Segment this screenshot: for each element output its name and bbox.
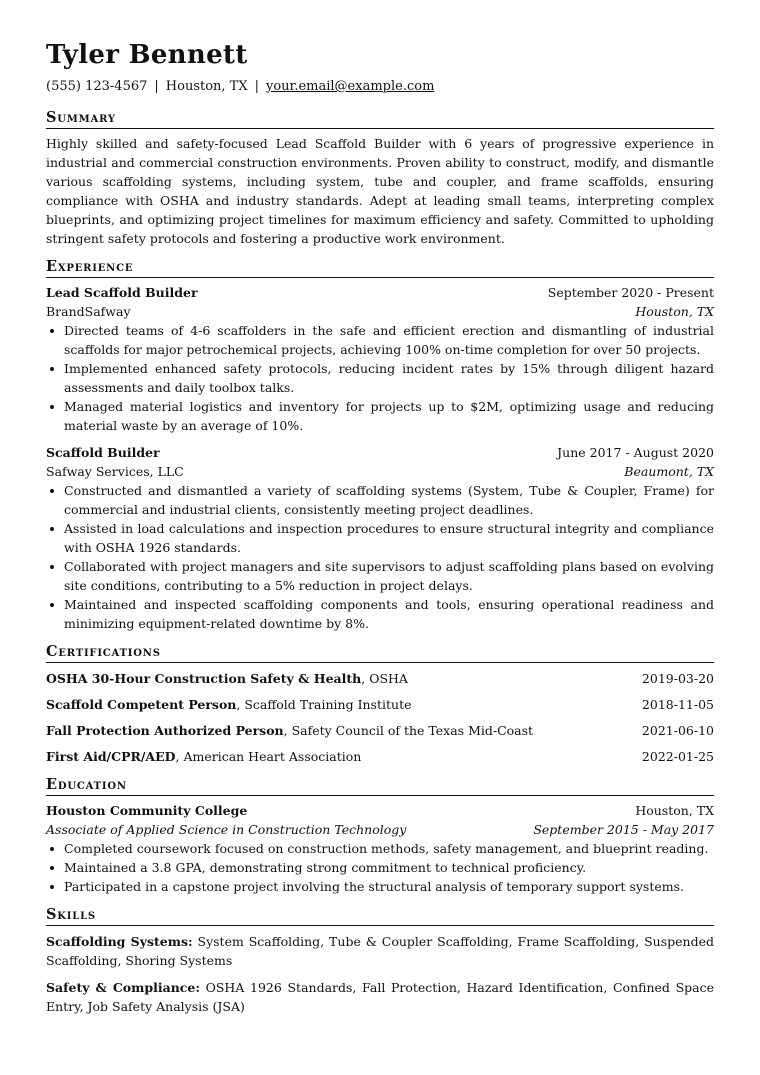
job-header (46, 283, 714, 302)
degree: Associate of Applied Science in Construction Technology (46, 822, 407, 837)
separator: | (254, 79, 259, 94)
job-subheader (46, 302, 714, 321)
cert-date: 2022-01-25 (641, 749, 714, 764)
job-role: Lead Scaffold Builder (46, 285, 198, 300)
cert-name: Fall Protection Authorized Person (46, 723, 284, 738)
cert-date: 2018-11-05 (641, 697, 714, 712)
job-company: BrandSafway (46, 304, 131, 319)
cert-issuer: , Scaffold Training Institute (236, 697, 412, 712)
education-dates: September 2015 - May 2017 (533, 822, 714, 837)
bullet-item: Managed material logistics and inventory for projects up to $2M, optimizing usage and reducing material waste by an average of 10%. (46, 397, 714, 435)
section-title-certifications: Certifications (46, 643, 714, 663)
cert-row (46, 721, 714, 740)
bullet-item: Collaborated with project managers and site supervisors to adjust scaffolding plans based on evolving site conditions, contributing to a 5% reduction in project delays. (46, 557, 714, 595)
certifications-section (46, 643, 714, 766)
bullet-item: Maintained a 3.8 GPA, demonstrating strong commitment to technical proficiency. (46, 858, 714, 877)
job-location: Houston, TX (635, 304, 714, 319)
phone: (555) 123-4567 (46, 79, 148, 94)
bullet-item: Assisted in load calculations and inspection procedures to ensure structural integrity and compliance with OSHA 1926 standards. (46, 519, 714, 557)
education-header (46, 801, 714, 820)
skill-text: OSHA 1926 Standards, Fall Protection, Hazard Identification, Confined Space Entry, Job Safety Analysis (JSA) (46, 980, 714, 1014)
skill-group (46, 932, 714, 970)
job-role: Scaffold Builder (46, 445, 160, 460)
job-dates: September 2020 - Present (547, 285, 714, 300)
bullet-item: Implemented enhanced safety protocols, reducing incident rates by 15% through diligent hazard assessments and daily toolbox talks. (46, 359, 714, 397)
cert-row (46, 695, 714, 714)
job-bullets (46, 481, 714, 633)
school-location: Houston, TX (635, 803, 714, 818)
job-header (46, 443, 714, 462)
skill-group (46, 978, 714, 1016)
job-bullets (46, 321, 714, 435)
job-entry (46, 283, 714, 435)
skill-label: Scaffolding Systems: (46, 934, 193, 949)
bullet-item: Constructed and dismantled a variety of scaffolding systems (System, Tube & Coupler, Frame) for commercial and industrial clients, consistently meeting project deadlines. (46, 481, 714, 519)
job-company: Safway Services, LLC (46, 464, 184, 479)
skill-text: System Scaffolding, Tube & Coupler Scaffolding, Frame Scaffolding, Suspended Scaffolding, Shoring Systems (46, 934, 714, 968)
location: Houston, TX (165, 79, 248, 94)
experience-section (46, 258, 714, 633)
summary-section (46, 109, 714, 248)
cert-row (46, 747, 714, 766)
contact-line (46, 79, 714, 95)
school-name: Houston Community College (46, 803, 248, 818)
cert-date: 2019-03-20 (641, 671, 714, 686)
bullet-item: Maintained and inspected scaffolding components and tools, ensuring operational readiness and minimizing equipment-related downtime by 8%. (46, 595, 714, 633)
separator: | (154, 79, 159, 94)
cert-issuer: , American Heart Association (175, 749, 362, 764)
job-subheader (46, 462, 714, 481)
section-title-education: Education (46, 776, 714, 796)
bullet-item: Participated in a capstone project involving the structural analysis of temporary support systems. (46, 877, 714, 896)
education-subheader (46, 820, 714, 839)
job-entry (46, 443, 714, 633)
cert-name: Scaffold Competent Person (46, 697, 237, 712)
section-title-skills: Skills (46, 906, 714, 926)
cert-issuer: , OSHA (361, 671, 408, 686)
education-bullets (46, 839, 714, 896)
education-entry (46, 801, 714, 896)
cert-list (46, 669, 714, 766)
education-section (46, 776, 714, 896)
skill-label: Safety & Compliance: (46, 980, 200, 995)
job-dates: June 2017 - August 2020 (557, 445, 714, 460)
cert-name: First Aid/CPR/AED (46, 749, 176, 764)
cert-date: 2021-06-10 (641, 723, 714, 738)
bullet-item: Directed teams of 4-6 scaffolders in the safe and efficient erection and dismantling of industrial scaffolds for major petrochemical projects, achieving 100% on-time completion for over 50 projects. (46, 321, 714, 359)
summary-text: Highly skilled and safety-focused Lead Scaffold Builder with 6 years of progressive experience in industrial and commercial construction environments. Proven ability to construct, modify, and dismantle various scaffolding systems, including system, tube and coupler, and frame scaffolds, ensuring compliance with OSHA and industry standards. Adept at leading small teams, interpreting complex blueprints, and optimizing project timelines for maximum efficiency and safety. Committed to upholding stringent safety protocols and fostering a productive work environment. (46, 136, 714, 246)
cert-name: OSHA 30-Hour Construction Safety & Health (46, 671, 362, 686)
job-location: Beaumont, TX (624, 464, 714, 479)
candidate-name: Tyler Bennett (46, 40, 248, 70)
cert-row (46, 669, 714, 688)
section-title-summary: Summary (46, 109, 714, 129)
email-link[interactable]: your.email@example.com (266, 79, 435, 94)
bullet-item: Completed coursework focused on construction methods, safety management, and blueprint reading. (46, 839, 714, 858)
cert-issuer: , Safety Council of the Texas Mid-Coast (283, 723, 534, 738)
section-title-experience: Experience (46, 258, 714, 278)
skills-section (46, 906, 714, 1016)
